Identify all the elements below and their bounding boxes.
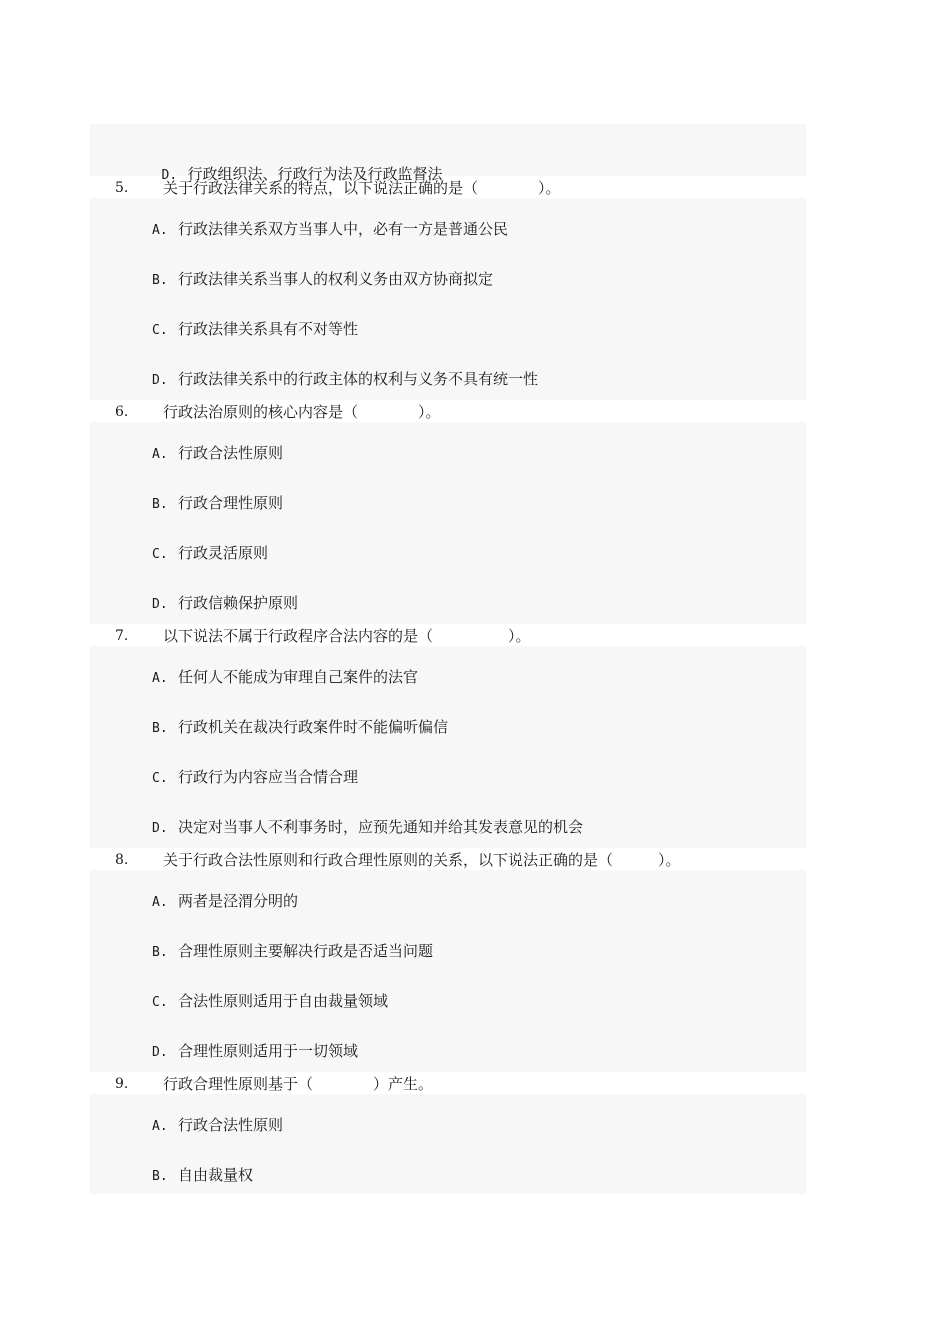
option-letter: D. bbox=[152, 1045, 168, 1060]
option-item bbox=[152, 443, 283, 465]
option-text: 合法性原则适用于自由裁量领域 bbox=[178, 992, 389, 1010]
option-text: 行政行为内容应当合情合理 bbox=[178, 768, 359, 786]
question-text: 关于行政合法性原则和行政合理性原则的关系，以下说法正确的是（ ）。 bbox=[163, 851, 681, 869]
option-letter: C. bbox=[152, 323, 168, 338]
option-item bbox=[152, 369, 538, 391]
option-item bbox=[152, 1115, 283, 1137]
option-letter: C. bbox=[152, 771, 168, 786]
option-letter: A. bbox=[152, 1119, 168, 1134]
option-letter: B. bbox=[152, 273, 168, 288]
option-item bbox=[152, 1041, 358, 1063]
option-letter: A. bbox=[152, 895, 168, 910]
option-text: 两者是泾渭分明的 bbox=[178, 892, 299, 910]
option-item bbox=[152, 493, 283, 515]
option-text: 行政组织法、行政行为法及行政监督法 bbox=[187, 165, 443, 183]
option-item bbox=[152, 593, 298, 615]
option-letter: D. bbox=[161, 168, 178, 183]
option-text: 合理性原则适用于一切领域 bbox=[178, 1042, 359, 1060]
option-item bbox=[152, 1165, 253, 1187]
question-text: 行政合理性原则基于（ ）产生。 bbox=[163, 1075, 434, 1093]
option-item bbox=[152, 667, 418, 689]
option-text: 行政机关在裁决行政案件时不能偏听偏信 bbox=[178, 718, 449, 736]
option-item bbox=[152, 817, 583, 839]
option-item bbox=[152, 717, 448, 739]
option-letter: D. bbox=[152, 373, 168, 388]
option-letter: A. bbox=[152, 223, 168, 238]
option-item bbox=[152, 219, 508, 241]
option-item bbox=[152, 767, 358, 789]
option-letter: B. bbox=[152, 497, 168, 512]
option-text: 行政合理性原则 bbox=[178, 494, 284, 512]
option-letter: D. bbox=[152, 597, 168, 612]
option-text: 自由裁量权 bbox=[178, 1166, 254, 1184]
option-item bbox=[152, 543, 268, 565]
option-item bbox=[152, 991, 388, 1013]
question-text: 关于行政法律关系的特点，以下说法正确的是（ ）。 bbox=[163, 179, 561, 197]
option-letter: B. bbox=[152, 721, 168, 736]
option-text: 行政合法性原则 bbox=[178, 1116, 284, 1134]
option-letter: A. bbox=[152, 447, 168, 462]
question-text: 行政法治原则的核心内容是（ ）。 bbox=[163, 403, 441, 421]
option-item bbox=[152, 319, 358, 341]
option-text: 行政法律关系双方当事人中，必有一方是普通公民 bbox=[178, 220, 509, 238]
question-number: 8. bbox=[115, 852, 129, 868]
option-text: 合理性原则主要解决行政是否适当问题 bbox=[178, 942, 434, 960]
option-text: 行政法律关系中的行政主体的权利与义务不具有统一性 bbox=[178, 370, 539, 388]
option-text: 行政信赖保护原则 bbox=[178, 594, 299, 612]
option-letter: B. bbox=[152, 945, 168, 960]
question-number: 6. bbox=[115, 404, 129, 420]
option-letter: C. bbox=[152, 547, 168, 562]
option-text: 行政法律关系当事人的权利义务由双方协商拟定 bbox=[178, 270, 494, 288]
option-item bbox=[152, 891, 298, 913]
question-number: 5. bbox=[115, 180, 129, 196]
option-text: 行政合法性原则 bbox=[178, 444, 284, 462]
question-number: 7. bbox=[115, 628, 129, 644]
option-text: 行政灵活原则 bbox=[178, 544, 269, 562]
option-letter: B. bbox=[152, 1169, 168, 1184]
option-item bbox=[152, 269, 493, 291]
question-text: 以下说法不属于行政程序合法内容的是（ ）。 bbox=[163, 627, 531, 645]
question-number: 9. bbox=[115, 1076, 129, 1092]
option-text: 任何人不能成为审理自己案件的法官 bbox=[178, 668, 419, 686]
option-letter: A. bbox=[152, 671, 168, 686]
option-text: 行政法律关系具有不对等性 bbox=[178, 320, 359, 338]
option-text: 决定对当事人不利事务时，应预先通知并给其发表意见的机会 bbox=[178, 818, 584, 836]
option-letter: C. bbox=[152, 995, 168, 1010]
option-letter: D. bbox=[152, 821, 168, 836]
option-item bbox=[152, 941, 433, 963]
